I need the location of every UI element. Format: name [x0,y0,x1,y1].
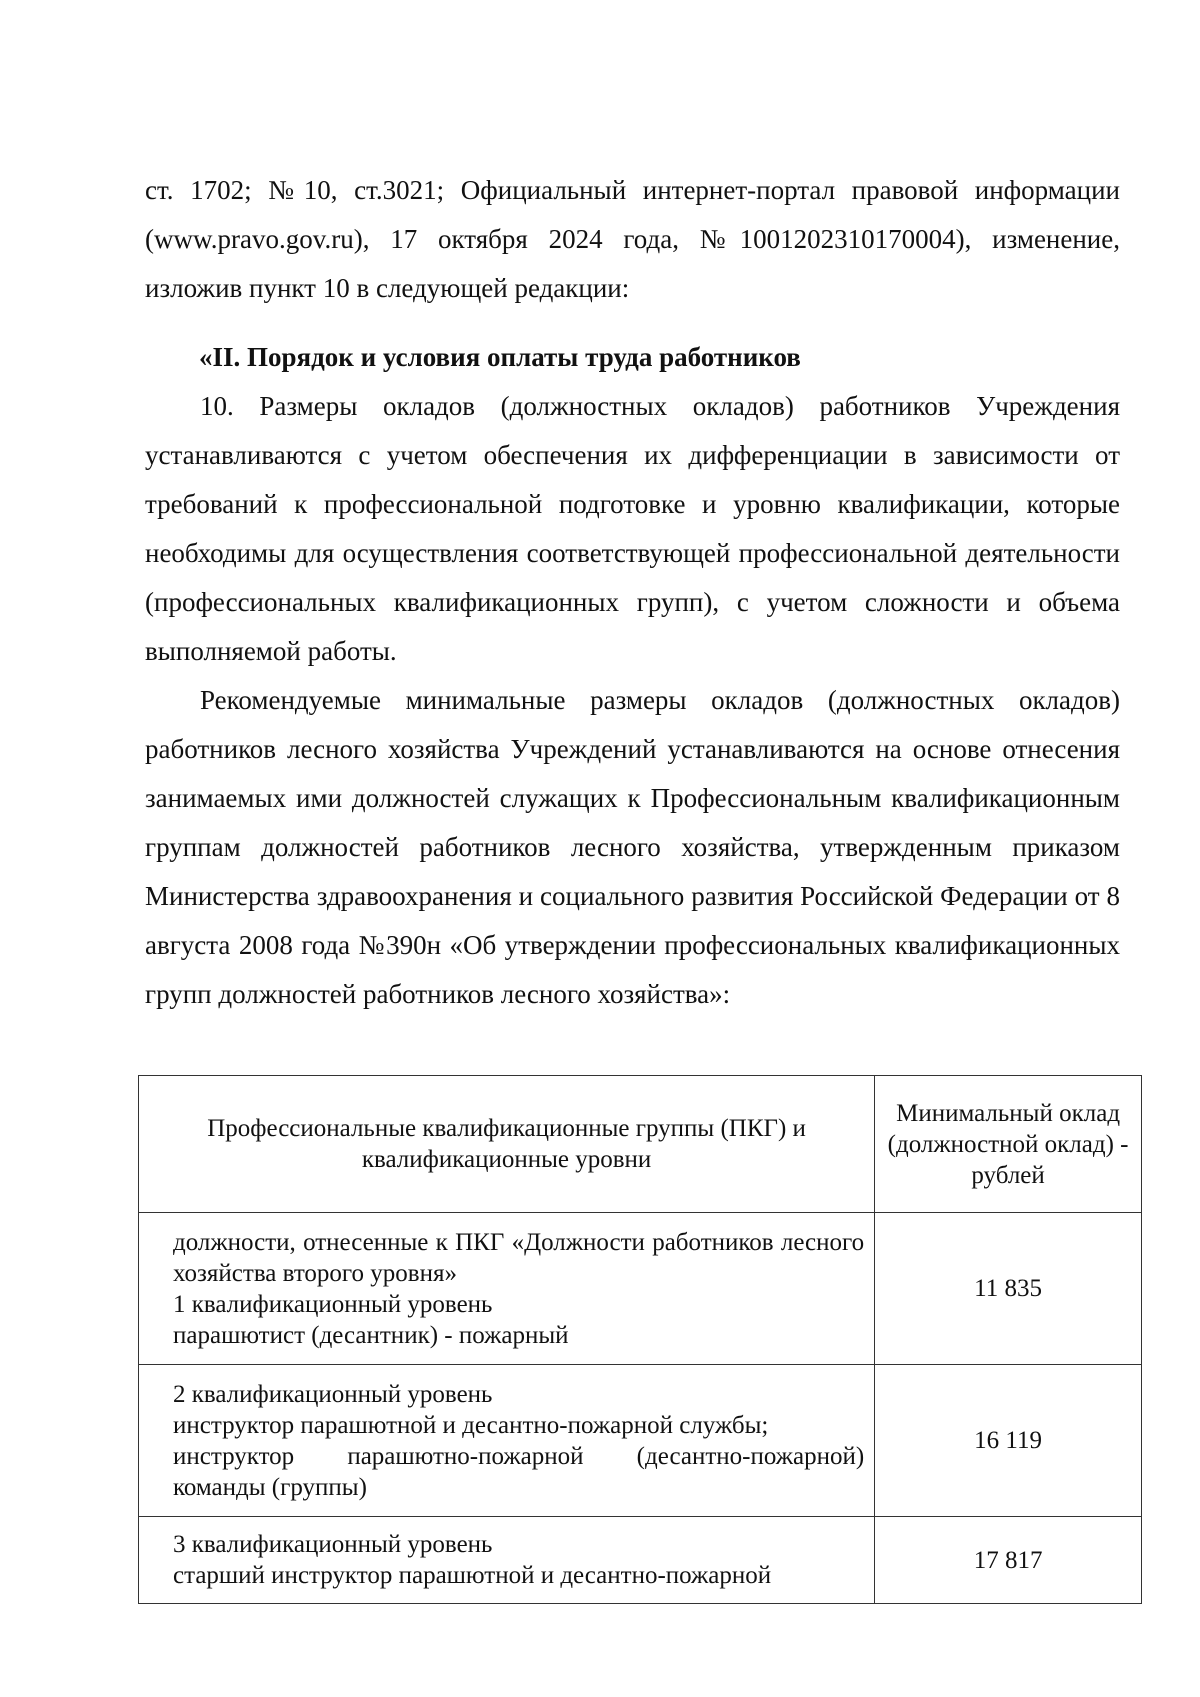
group-line: инструктор парашютной и десантно-пожарной службы; [173,1411,769,1439]
group-line: 2 квалификационный уровень [173,1380,493,1408]
header-salary: Минимальный оклад (должностной оклад) - рублей [875,1076,1142,1213]
salary-cell: 17 817 [875,1517,1142,1604]
group-line: парашютист (десантник) - пожарный [173,1321,569,1349]
group-cell [139,1517,875,1604]
paragraph-10: 10. Размеры окладов (должностных окладов) работников Учреждения устанавливаются с учетом обеспечения их дифференциации в зависимости от требований к профессиональной подготовке и уровню квалификации, которые необходимы для осуществления соответствующей профессиональной деятельности (профессиональных квалификационных групп), с учетом сложности и объема выполняемой работы. [145,391,1120,666]
group-cell [139,1213,875,1365]
intro-paragraph: ст. 1702; №10, ст.3021; Официальный интернет-портал правовой информации (www.pravo.gov.ru), 17 октября 2024 года, №1001202310170004), изменение, изложив пункт 10 в следующей редакции: [145,175,1120,303]
table-row [139,1213,1142,1365]
group-line: старший инструктор парашютной и десантно-пожарной [173,1562,772,1589]
group-line: 1 квалификационный уровень [173,1290,493,1318]
group-line: 3 квалификационный уровень [173,1531,493,1558]
paragraph-recommended-salaries: Рекомендуемые минимальные размеры окладов (должностных окладов) работников лесного хозяйства Учреждений устанавливаются на основе отнесения занимаемых ими должностей служащих к Профессиональным квалификационным группам должностей работников лесного хозяйства, утвержденным приказом Министерства здравоохранения и социального развития Российской Федерации от 8 августа 2008 года №390н «Об утверждении профессиональных квалификационных групп должностей работников лесного хозяйства»: [145,685,1120,1009]
group-line: инструктор парашютно-пожарной (десантно-пожарной) команды (группы) [173,1442,865,1501]
section-heading: «II. Порядок и условия оплаты труда работников [199,342,801,372]
group-line: должности, отнесенные к ПКГ «Должности работников лесного хозяйства второго уровня» [173,1228,865,1287]
table-header-row [139,1076,1142,1213]
salary-table [138,1075,1142,1604]
table-row [139,1517,1142,1604]
group-cell [139,1365,875,1517]
salary-cell: 16 119 [875,1365,1142,1517]
salary-cell: 11 835 [875,1213,1142,1365]
table-row [139,1365,1142,1517]
header-group: Профессиональные квалификационные группы (ПКГ) и квалификационные уровни [139,1076,875,1213]
